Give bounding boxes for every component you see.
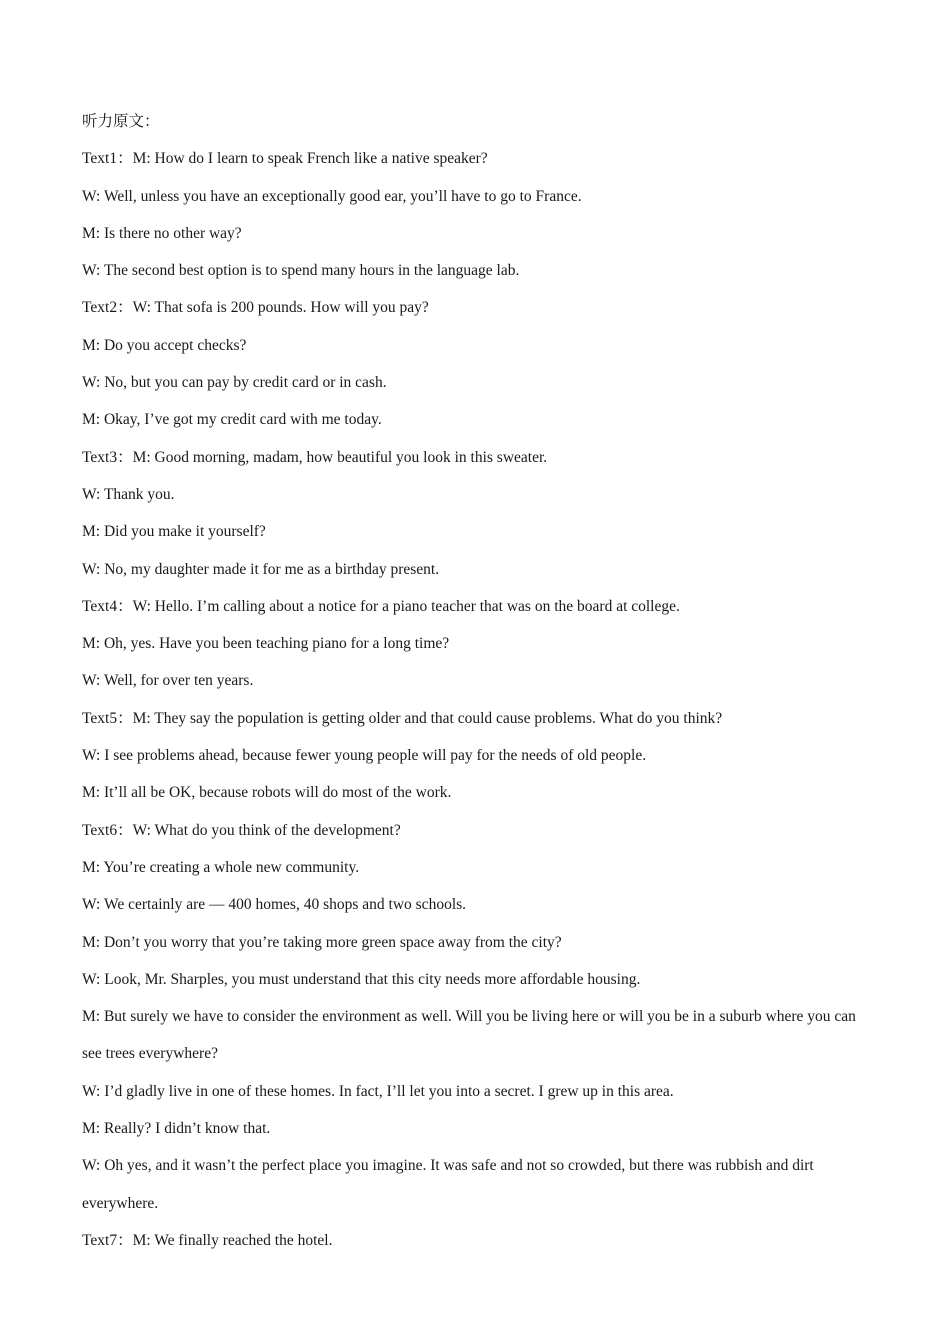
transcript-heading: 听力原文： [82,113,160,130]
transcript-line: W: Oh yes, and it wasn’t the perfect place you imagine. It was safe and not so crowded, but there was rubbish and dirt everywhere. [82,1157,814,1212]
transcript-line: W: Well, unless you have an exceptionally good ear, you’ll have to go to France. [82,187,582,205]
transcript-line: Text6：W: What do you think of the development? [82,821,401,839]
transcript-line: W: I’d gladly live in one of these homes. In fact, I’ll let you into a secret. I grew up in this area. [82,1082,674,1100]
transcript-line: Text2：W: That sofa is 200 pounds. How will you pay? [82,299,429,317]
transcript-line: W: Well, for over ten years. [82,672,254,690]
transcript-line: W: Look, Mr. Sharples, you must understand that this city needs more affordable housing. [82,970,641,988]
transcript-line: W: I see problems ahead, because fewer young people will pay for the needs of old people. [82,747,647,765]
transcript-line: M: It’ll all be OK, because robots will do most of the work. [82,784,452,802]
transcript-line: M: Okay, I’ve got my credit card with me today. [82,411,382,429]
transcript-line: M: Do you accept checks? [82,336,247,354]
transcript-line: Text3：M: Good morning, madam, how beautiful you look in this sweater. [82,448,548,466]
transcript-line: W: Thank you. [82,485,175,503]
transcript-line: M: Is there no other way? [82,224,242,242]
transcript-line: Text4：W: Hello. I’m calling about a notice for a piano teacher that was on the board at college. [82,597,680,615]
transcript-line: W: We certainly are — 400 homes, 40 shops and two schools. [82,896,467,914]
transcript-line: W: No, my daughter made it for me as a birthday present. [82,560,440,578]
transcript-line: M: Really? I didn’t know that. [82,1120,271,1138]
transcript-line: M: Oh, yes. Have you been teaching piano for a long time? [82,635,450,653]
transcript-line: M: But surely we have to consider the environment as well. Will you be living here or will you be in a suburb where you can see trees everywhere? [82,1008,856,1063]
transcript-line: W: The second best option is to spend many hours in the language lab. [82,262,520,280]
transcript-line: W: No, but you can pay by credit card or in cash. [82,374,387,392]
transcript-line: M: Don’t you worry that you’re taking more green space away from the city? [82,933,562,951]
transcript-line: M: You’re creating a whole new community. [82,858,360,876]
transcript-line: M: Did you make it yourself? [82,523,266,541]
transcript-line: Text5：M: They say the population is getting older and that could cause problems. What do you think? [82,709,723,727]
transcript-body [82,103,872,1259]
transcript-line: Text7：M: We finally reached the hotel. [82,1231,333,1249]
transcript-line: Text1：M: How do I learn to speak French like a native speaker? [82,150,488,168]
